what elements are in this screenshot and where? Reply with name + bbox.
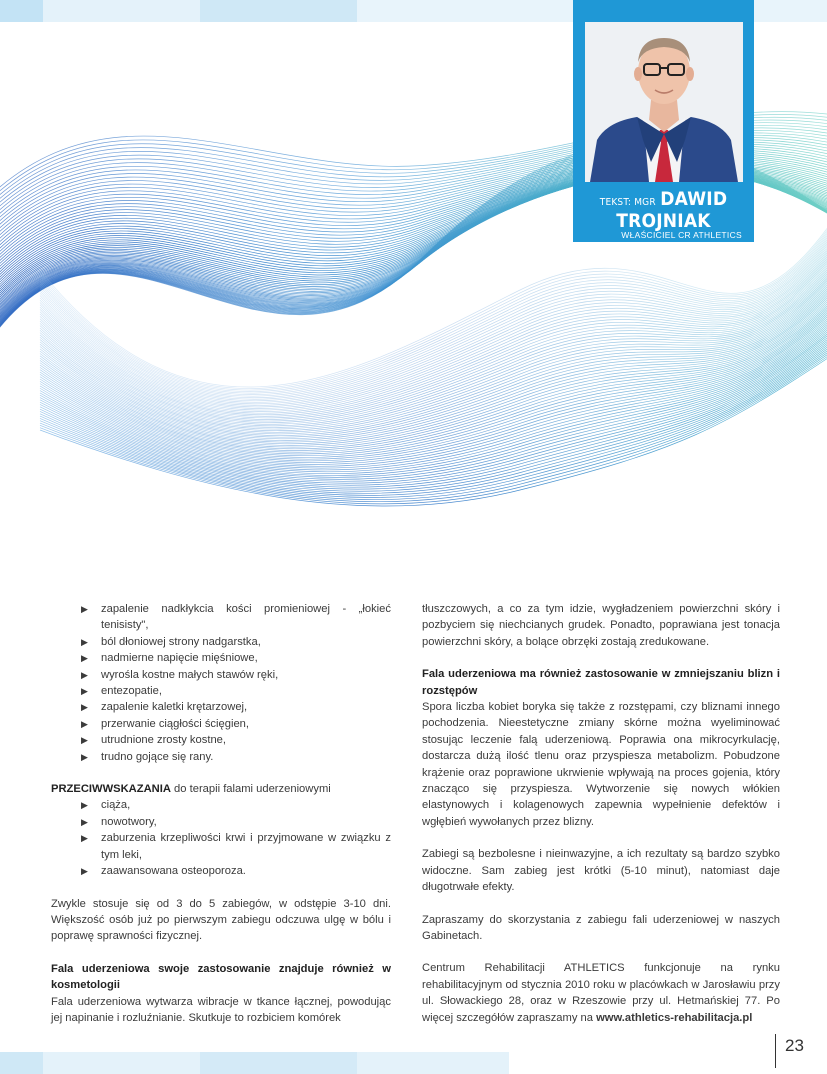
contraindications-intro [51,781,391,797]
contraindication-item-text: zaawansowana osteoporoza. [101,865,246,878]
painless-paragraph: Zabiegi są bezbolesne i nieinwazyjne, a ich rezultaty są bardzo szybko widoczne. Sam zabieg jest krótki (5-10 minut), natomiast daje długotrwałe efekty. [422,848,780,894]
indication-item [51,683,391,699]
indication-item [51,732,391,748]
indication-item [51,749,391,765]
triangle-bullet-icon: ▶ [81,636,88,647]
triangle-bullet-icon: ▶ [81,800,88,811]
scars-heading: Fala uderzeniowa ma również zastosowanie w zmniejszaniu blizn i rozstępów [422,668,780,697]
right-column [422,601,780,1026]
indications-list [51,601,391,765]
bottom-decor-bar [0,1052,827,1074]
contraindications-rest: do terapii falami uderzeniowymi [170,783,331,796]
text-label: TEKST: MGR [599,197,656,208]
author-name: DAWID TROJNIAK [616,188,728,232]
author-photo [585,22,743,182]
triangle-bullet-icon: ▶ [81,735,88,746]
author-box [573,0,754,242]
page-number: 23 [785,1036,804,1055]
indication-item [51,699,391,715]
triangle-bullet-icon: ▶ [81,718,88,729]
indication-item-text: nadmierne napięcie mięśniowe, [101,652,258,665]
indication-item [51,667,391,683]
continued-paragraph: tłuszczowych, a co za tym idzie, wygładzeniem powierzchni skóry i pozbyciem się niechcianych grudek. Ponadto, poprawiana jest tonacja powierzchni skóry, a bolące obrzęki zostają zredukowane. [422,603,780,648]
cosmetology-paragraph: Fala uderzeniowa wytwarza wibracje w tkance łącznej, powodując jej napinanie i rozluźnianie. Skutkuje to rozbiciem komórek [51,995,391,1024]
indication-item-text: trudno gojące się rany. [101,750,214,763]
contraindication-item-text: nowotwory, [101,815,157,828]
contraindication-item [51,830,391,863]
contraindication-item [51,797,391,813]
contraindication-item-text: zaburzenia krzepliwości krwi i przyjmowane w związku z tym leki, [101,832,391,861]
indication-item-text: ból dłoniowej strony nadgarstka, [101,635,261,648]
left-column [51,601,391,1026]
indication-item-text: zapalenie kaletki krętarzowej, [101,701,248,714]
sessions-paragraph: Zwykle stosuje się od 3 do 5 zabiegów, w odstępie 3-10 dni. Większość osób już po pierwszym zabiegu odczuwa ulgę w bólu i poprawę sprawności fizycznej. [51,897,391,943]
triangle-bullet-icon: ▶ [81,669,88,680]
indication-item [51,716,391,732]
triangle-bullet-icon: ▶ [81,816,88,827]
invite-paragraph: Zapraszamy do skorzystania z zabiegu fali uderzeniowej w naszych Gabinetach. [422,913,780,942]
author-role: WŁAŚCICIEL CR ATHLETICS [621,230,742,240]
triangle-bullet-icon: ▶ [81,686,88,697]
scars-paragraph: Spora liczba kobiet boryka się także z rozstępami, czy bliznami innego pochodzenia. Nieestetyczne zmiany skórne można wyeliminować stosując leczenie falą uderzeniową. Poprawia ona mikrocyrkulację, dostarcza dużą ilość tlenu oraz przyspiesza metabolizm. Pobudzone krążenie oraz poprawione ukrwienie wpływają na proces gojenia, który znacząco się przyspiesza. Wytworzenie się nowych włókien elastynowych i kolagenowych zapewnia wypełnienie defektów i wgłębień wywołanych przez blizny. [422,701,780,828]
wave-line [40,259,827,425]
triangle-bullet-icon: ▶ [81,653,88,664]
triangle-bullet-icon: ▶ [81,866,88,877]
author-byline [573,188,754,240]
contraindication-item [51,814,391,830]
triangle-bullet-icon: ▶ [81,833,88,844]
indication-item [51,601,391,634]
centre-text: Centrum Rehabilitacji ATHLETICS funkcjonuje na rynku rehabilitacyjnym od stycznia 2010 roku w placówkach w Jarosławiu przy ul. Słowackiego 28, oraz w Rzeszowie przy ul. Hetmańskiej 77. Po więcej szczegółów zapraszamy na [422,962,780,1024]
indication-item [51,650,391,666]
contraindication-item-text: ciąża, [101,799,131,812]
wave-line [40,273,827,436]
triangle-bullet-icon: ▶ [81,604,88,614]
indication-item-text: wyrośla kostne małych stawów ręki, [101,668,279,681]
indication-item-text: entezopatie, [101,685,162,698]
indication-item-text: utrudnione zrosty kostne, [101,734,226,747]
wave-line [40,344,827,500]
contraindications-heading: PRZECIWWSKAZANIA [51,783,171,796]
page-number-rule [775,1034,776,1068]
wave-line [40,338,827,494]
cosmetology-heading: Fala uderzeniowa swoje zastosowanie znajduje również w kosmetologii [51,962,391,992]
wave-line [40,348,827,504]
indication-item-text: zapalenie nadkłykcia kości promieniowej - „łokieć tenisisty", [101,603,391,632]
indication-item-text: przerwanie ciągłości ścięgien, [101,717,249,730]
triangle-bullet-icon: ▶ [81,751,88,762]
contraindication-item [51,863,391,879]
indication-item [51,634,391,650]
contraindications-list [51,797,391,879]
triangle-bullet-icon: ▶ [81,702,88,713]
centre-paragraph [422,960,780,1026]
website-link[interactable]: www.athletics-rehabilitacja.pl [596,1011,753,1024]
